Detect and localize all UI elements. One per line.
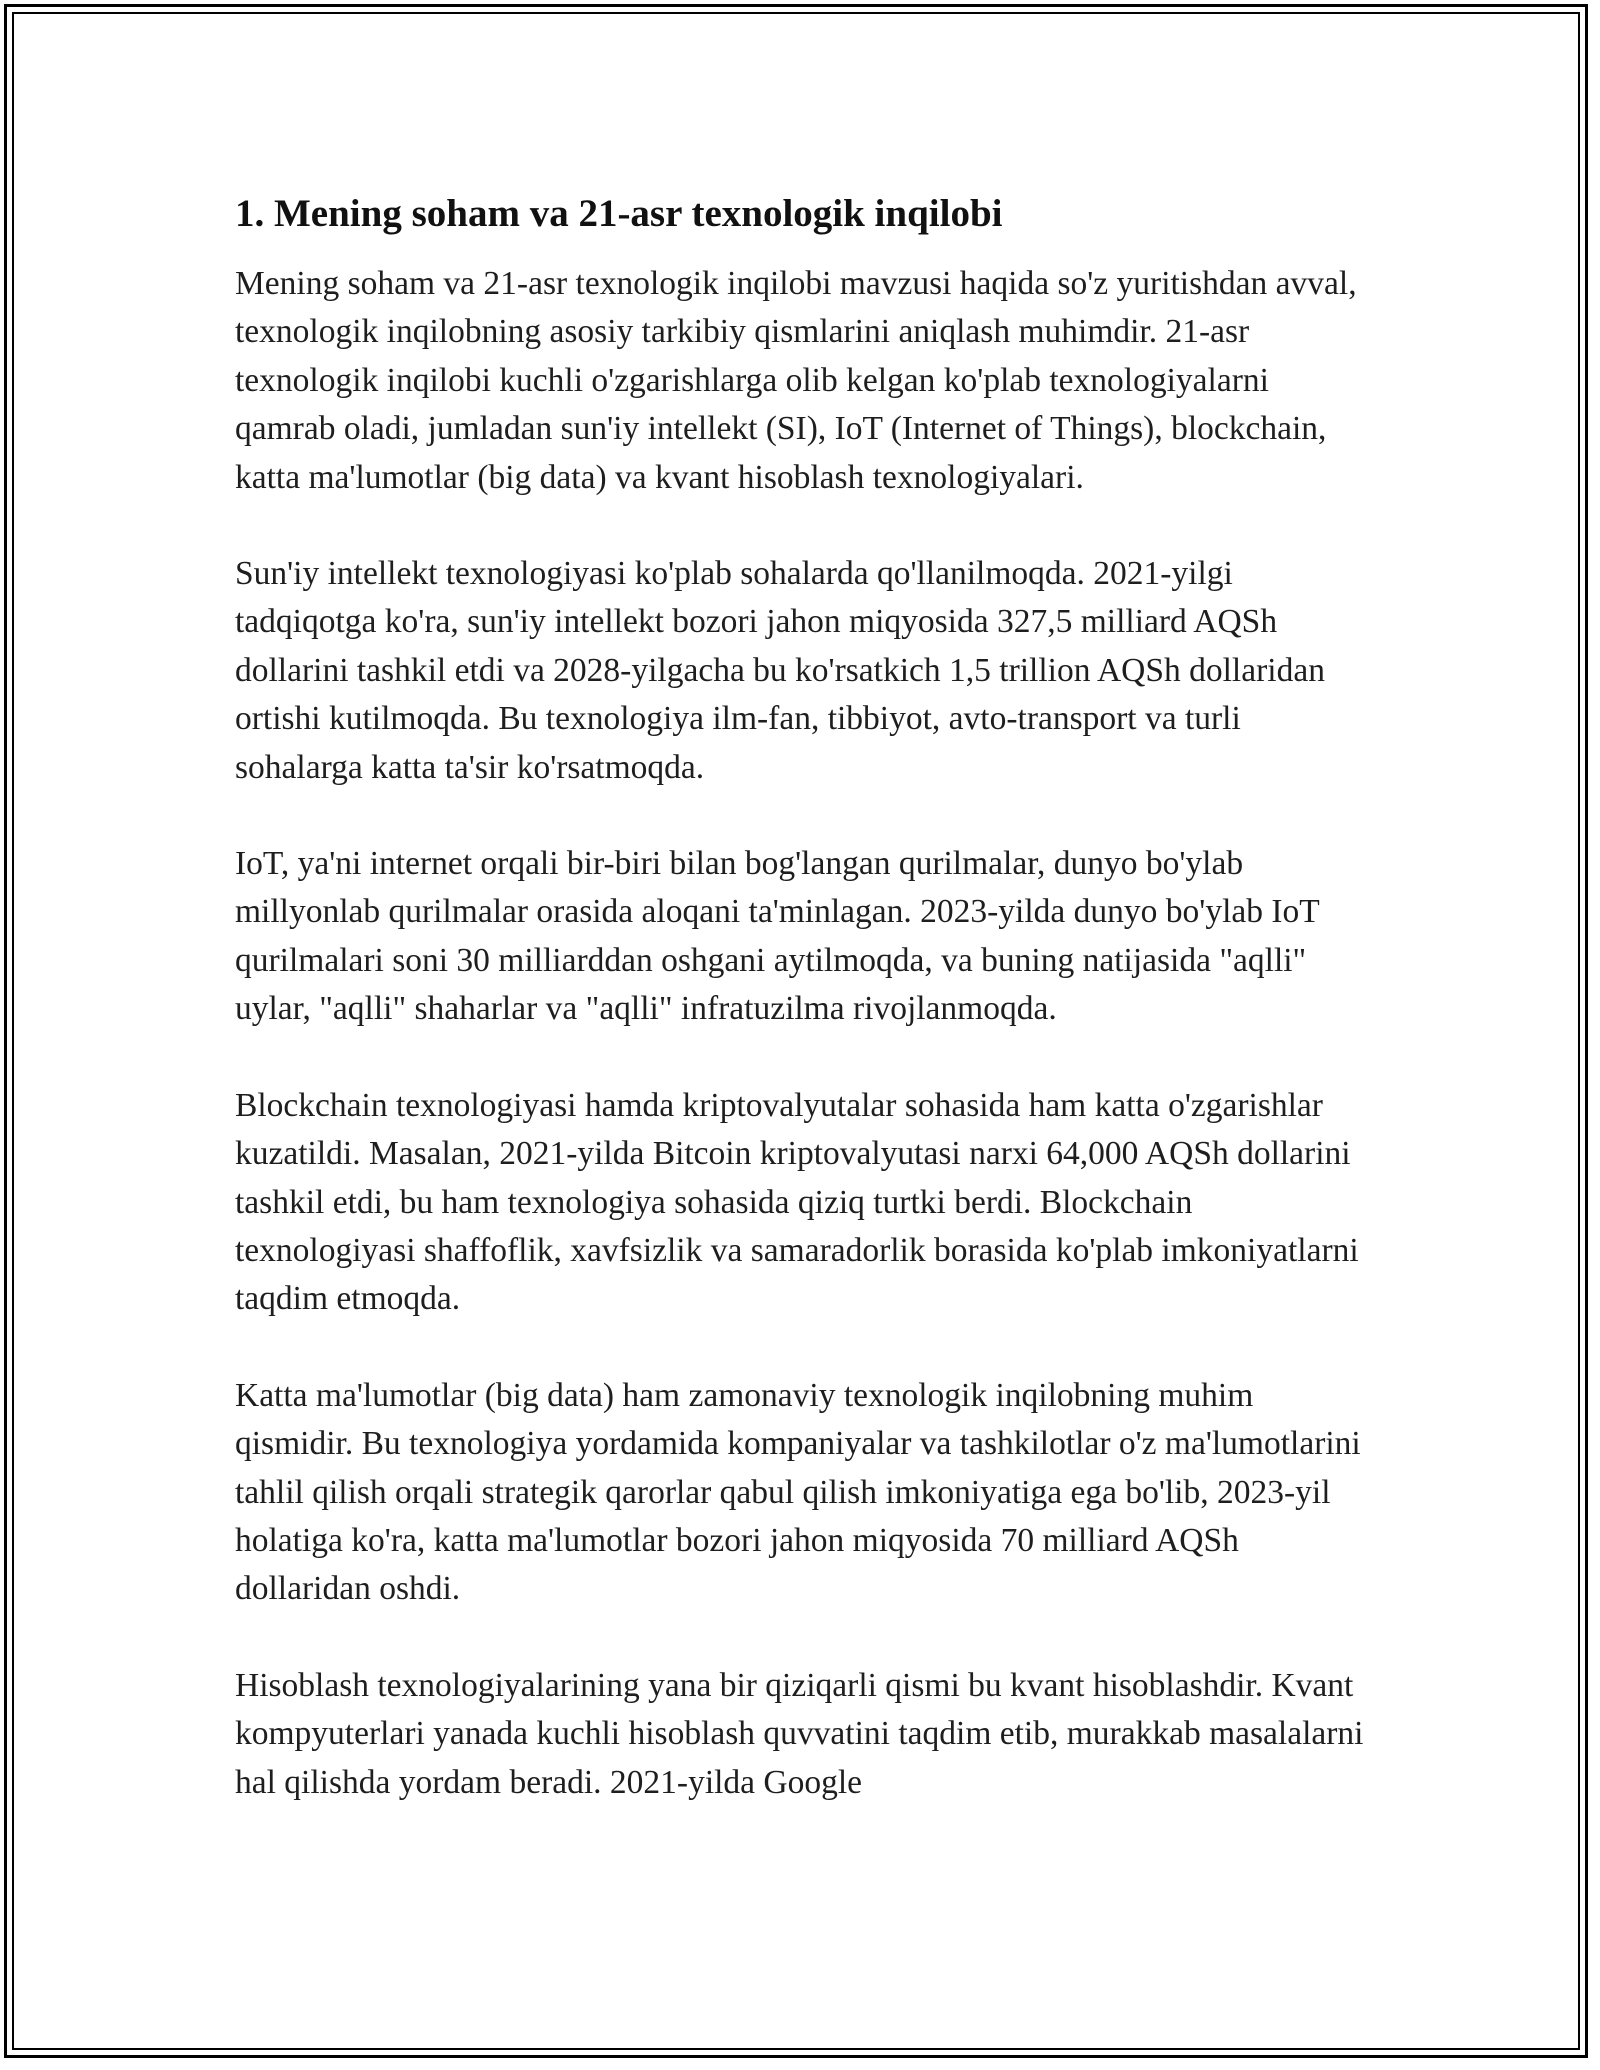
document-body (235, 188, 1375, 1855)
paragraph-quantum-computing: Hisoblash texnologiyalarining yana bir qiziqarli qismi bu kvant hisoblashdir. Kvant kompyuterlari yanada kuchli hisoblash quvvatini taqdim etib, murakkab masalalarni hal qilishda yordam beradi. 2021-yilda Google (235, 1666, 1364, 1801)
paragraph-iot: IoT, ya'ni internet orqali bir-biri bilan bog'langan qurilmalar, dunyo bo'ylab millyonlab qurilmalar orasida aloqani ta'minlagan. 2023-yilda dunyo bo'ylab IoT qurilmalari soni 30 milliarddan oshgani aytilmoqda, va buning natijasida "aqlli" uylar, "aqlli" shaharlar va "aqlli" infratuzilma rivojlanmoqda. (235, 845, 1320, 1028)
paragraph-big-data: Katta ma'lumotlar (big data) ham zamonaviy texnologik inqilobning muhim qismidir. Bu texnologiya yordamida kompaniyalar va tashkilotlar o'z ma'lumotlarini tahlil qilish orqali strategik qarorlar qabul qilish imkoniyatiga ega bo'lib, 2023-yil holatiga ko'ra, katta ma'lumotlar bozori jahon miqyosida 70 milliard AQSh dollaridan oshdi. (235, 1376, 1361, 1608)
paragraph-blockchain: Blockchain texnologiyasi hamda kriptovalyutalar sohasida ham katta o'zgarishlar kuzatildi. Masalan, 2021-yilda Bitcoin kriptovalyutasi narxi 64,000 AQSh dollarini tashkil etdi, bu ham texnologiya sohasida qiziq turtki berdi. Blockchain texnologiyasi shaffoflik, xavfsizlik va samaradorlik borasida ko'plab imkoniyatlarni taqdim etmoqda. (235, 1086, 1359, 1318)
paragraph-intro: Mening soham va 21-asr texnologik inqilobi mavzusi haqida so'z yuritishdan avval, texnologik inqilobning asosiy tarkibiy qismlarini aniqlash muhimdir. 21-asr texnologik inqilobi kuchli o'zgarishlarga olib kelgan ko'plab texnologiyalarni qamrab oladi, jumladan sun'iy intellekt (SI), IoT (Internet of Things), blockchain, katta ma'lumotlar (big data) va kvant hisoblash texnologiyalari. (235, 265, 1357, 496)
paragraph-artificial-intelligence: Sun'iy intellekt texnologiyasi ko'plab sohalarda qo'llanilmoqda. 2021-yilgi tadqiqotga ko'ra, sun'iy intellekt bozori jahon miqyosida 327,5 milliard AQSh dollarini tashkil etdi va 2028-yilgacha bu ko'rsatkich 1,5 trillion AQSh dollaridan ortishi kutilmoqda. Bu texnologiya ilm-fan, tibbiyot, avto-transport va turli sohalarga katta ta'sir ko'rsatmoqda. (235, 555, 1325, 786)
section-heading: 1. Mening soham va 21-asr texnologik inqilobi (235, 192, 1003, 235)
